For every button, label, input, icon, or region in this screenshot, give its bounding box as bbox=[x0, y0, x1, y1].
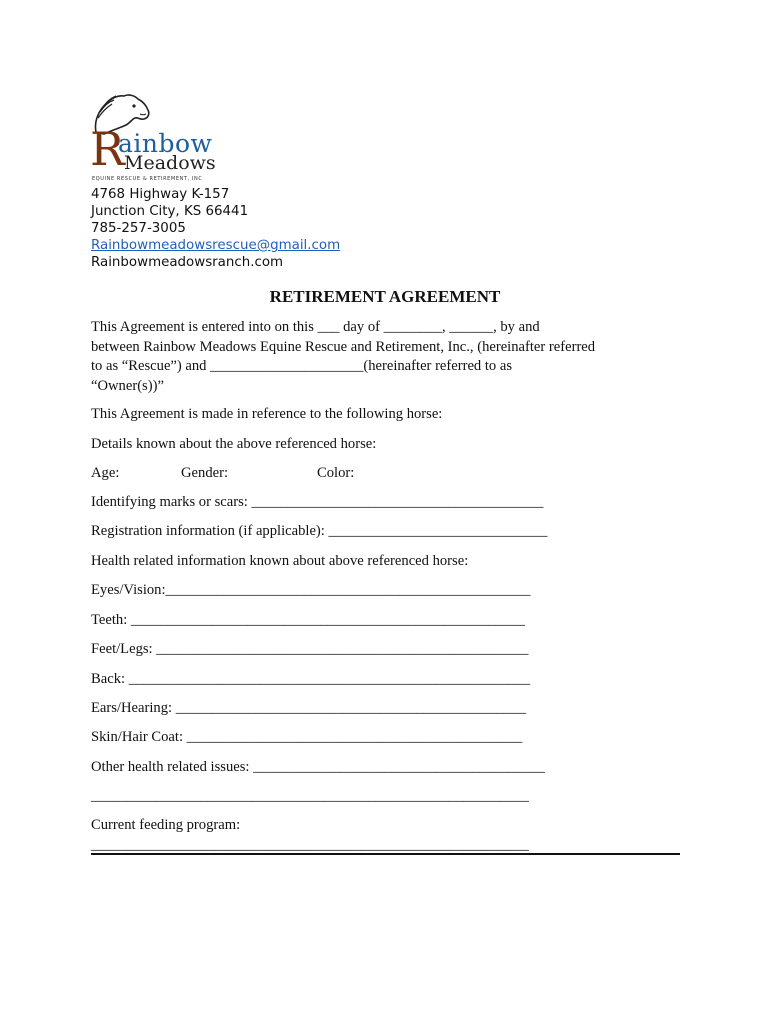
feeding-program-label: Current feeding program: bbox=[91, 817, 241, 833]
logo-tagline: EQUINE RESCUE & RETIREMENT, INC bbox=[92, 176, 203, 182]
feeding-program-blank-line[interactable]: ____________________________________________________________ bbox=[91, 837, 529, 853]
details-text: Details known about the above referenced horse: bbox=[91, 436, 377, 452]
teeth-field[interactable]: Teeth: ______________________________________________________ bbox=[91, 612, 525, 628]
gender-label: Gender: bbox=[181, 465, 229, 481]
back-field[interactable]: Back: _______________________________________________________ bbox=[91, 671, 531, 687]
ears-hearing-field[interactable]: Ears/Hearing: ________________________________________________ bbox=[91, 700, 526, 716]
age-label: Age: bbox=[91, 465, 120, 481]
website-text: Rainbowmeadowsranch.com bbox=[91, 255, 284, 270]
address-city: Junction City, KS 66441 bbox=[91, 204, 249, 219]
color-label: Color: bbox=[317, 465, 355, 481]
intro-line-1: This Agreement is entered into on this ___ day of ________, ______, by and bbox=[91, 319, 540, 335]
address-phone: 785-257-3005 bbox=[91, 221, 186, 236]
logo-word-ainbow: ainbow bbox=[118, 129, 213, 158]
address-street: 4768 Highway K-157 bbox=[91, 187, 230, 202]
page-title: RETIREMENT AGREEMENT bbox=[269, 287, 501, 306]
address-block bbox=[91, 186, 340, 271]
registration-field[interactable]: Registration information (if applicable): ______________________________ bbox=[91, 523, 548, 539]
other-health-field[interactable]: Other health related issues: ________________________________________ bbox=[91, 759, 545, 775]
reference-text: This Agreement is made in reference to the following horse: bbox=[91, 406, 443, 422]
health-header: Health related information known about above referenced horse: bbox=[91, 553, 469, 569]
logo-word-meadows: Meadows bbox=[124, 152, 216, 174]
intro-line-3: to as “Rescue”) and _____________________(hereinafter referred to as bbox=[91, 358, 513, 374]
identifying-marks-field[interactable]: Identifying marks or scars: ________________________________________ bbox=[91, 494, 544, 510]
rainbow-meadows-logo bbox=[88, 92, 218, 182]
eyes-vision-field[interactable]: Eyes/Vision:__________________________________________________ bbox=[91, 582, 531, 598]
bottom-rule bbox=[91, 853, 680, 855]
intro-line-4: “Owner(s))” bbox=[91, 378, 164, 394]
email-link[interactable]: Rainbowmeadowsrescue@gmail.com bbox=[91, 238, 341, 253]
skin-hair-coat-field[interactable]: Skin/Hair Coat: ______________________________________________ bbox=[91, 729, 523, 745]
other-health-blank-line[interactable]: ____________________________________________________________ bbox=[91, 788, 529, 804]
intro-line-2: between Rainbow Meadows Equine Rescue and Retirement, Inc., (hereinafter referred bbox=[91, 339, 596, 355]
age-gender-color-row bbox=[91, 464, 354, 483]
logo-letter-r: R bbox=[90, 122, 125, 176]
feet-legs-field[interactable]: Feet/Legs: ___________________________________________________ bbox=[91, 641, 529, 657]
